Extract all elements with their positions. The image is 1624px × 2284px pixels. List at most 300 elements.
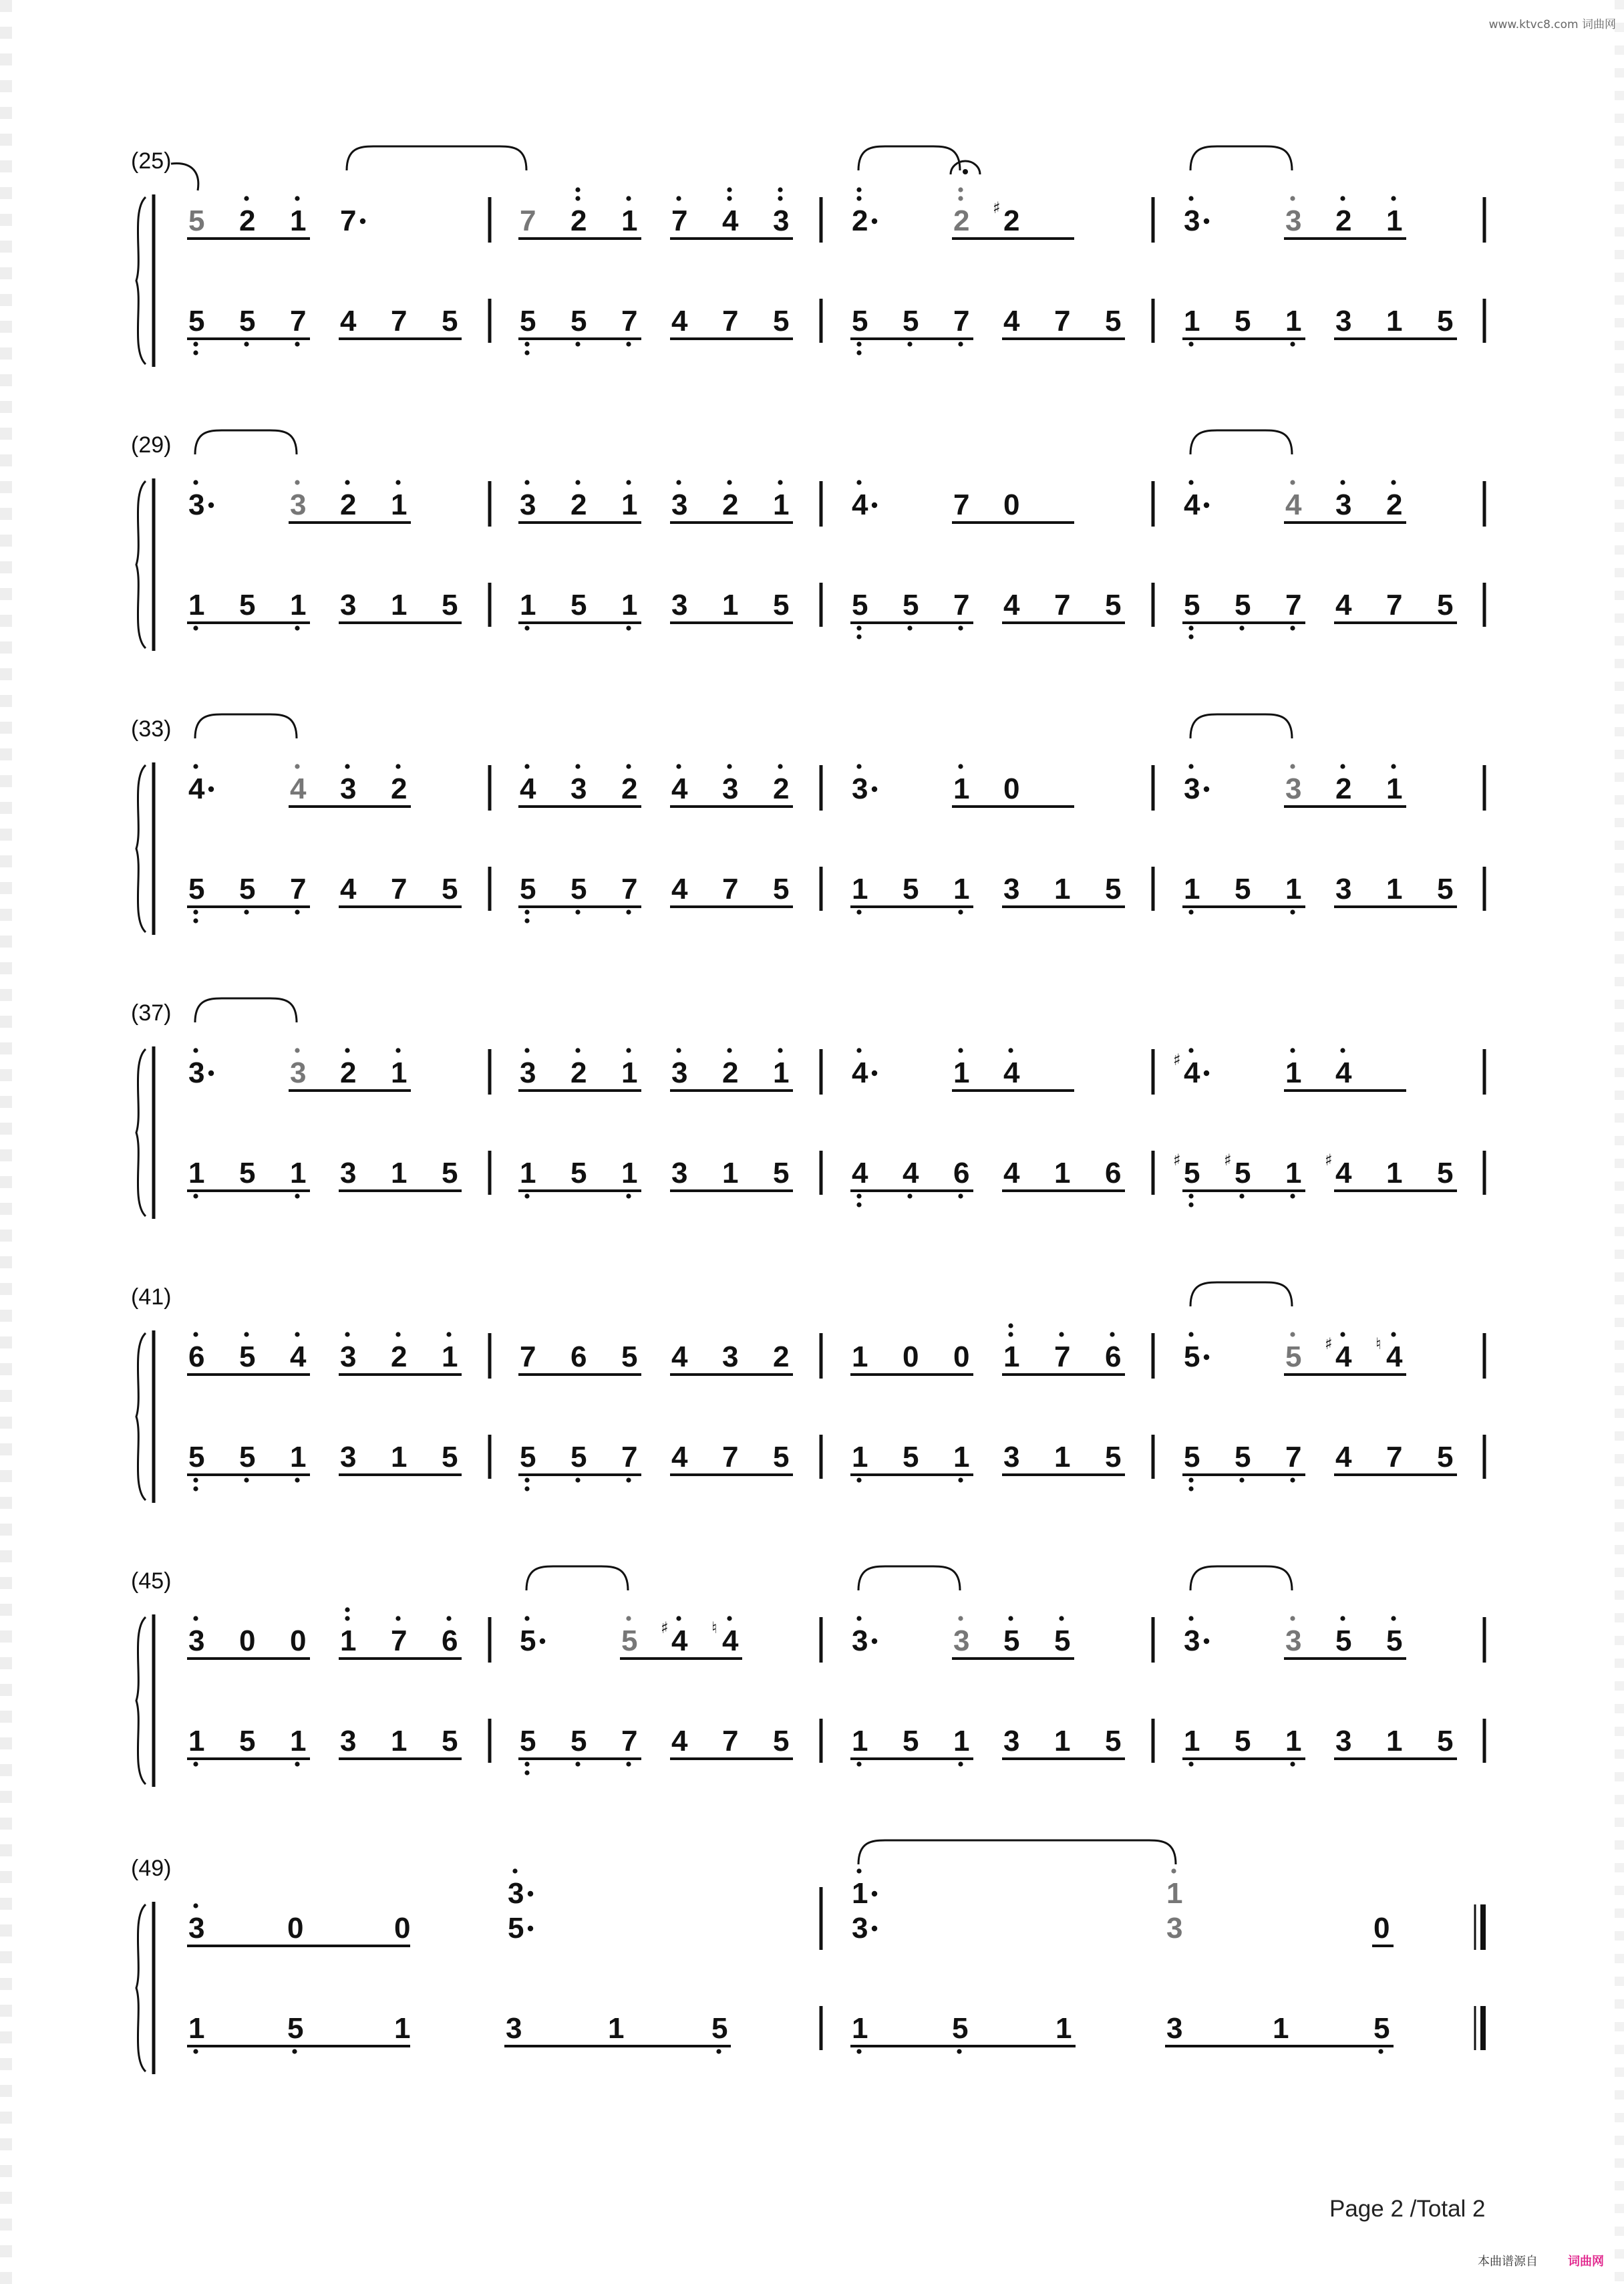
note-octave-dot bbox=[626, 764, 631, 768]
bass-octave-dot bbox=[193, 918, 198, 923]
bass-note-digit: 1 bbox=[1054, 1725, 1071, 1757]
augmentation-dot bbox=[872, 1638, 877, 1644]
bass-octave-dot bbox=[524, 350, 529, 355]
note-digit: 4 bbox=[1285, 488, 1302, 521]
note-digit: 0 bbox=[1003, 488, 1020, 521]
bass-note-digit: 5 bbox=[239, 305, 256, 337]
note-octave-dot bbox=[778, 480, 782, 484]
bass-note-digit: 5 bbox=[571, 305, 587, 337]
note-octave-dot bbox=[295, 480, 299, 484]
note-digit: 2 bbox=[571, 488, 587, 521]
bass-note-digit: 1 bbox=[953, 1441, 970, 1473]
note-digit: 4 bbox=[1003, 1056, 1020, 1089]
bass-note-digit: 3 bbox=[1335, 305, 1352, 337]
bass-note-digit: 1 bbox=[852, 1725, 868, 1757]
note-octave-dot bbox=[193, 1616, 198, 1620]
note-digit: 2 bbox=[571, 204, 587, 237]
bass-note-digit: 3 bbox=[340, 589, 357, 621]
note-digit: 5 bbox=[621, 1340, 638, 1373]
note-digit: 2 bbox=[722, 488, 739, 521]
note-digit: 3 bbox=[290, 1056, 307, 1089]
note-octave-dot bbox=[778, 187, 782, 192]
note-digit: 1 bbox=[621, 488, 638, 521]
bass-note-digit: 5 bbox=[442, 1441, 458, 1473]
bass-note-digit: 3 bbox=[671, 589, 688, 621]
bass-octave-dot bbox=[856, 909, 861, 914]
bass-octave-dot bbox=[524, 341, 529, 346]
augmentation-dot bbox=[208, 787, 214, 792]
bass-note-digit: 5 bbox=[442, 305, 458, 337]
note-digit: 6 bbox=[442, 1624, 458, 1657]
bass-note-digit: 7 bbox=[621, 305, 638, 337]
bass-note-digit: 4 bbox=[340, 873, 357, 905]
system-measure-number: (33) bbox=[131, 716, 172, 742]
bass-octave-dot bbox=[295, 1761, 299, 1766]
system-measure-number: (45) bbox=[131, 1568, 172, 1594]
bass-note-digit: 1 bbox=[1285, 305, 1302, 337]
note-digit: 5 bbox=[520, 1624, 536, 1657]
bass-note-digit: 1 bbox=[1054, 873, 1071, 905]
bass-note-digit: 3 bbox=[340, 1157, 357, 1189]
augmentation-dot bbox=[208, 503, 214, 508]
note-octave-dot bbox=[295, 1332, 299, 1336]
bass-note-digit: 5 bbox=[1105, 1725, 1122, 1757]
note-octave-dot bbox=[1290, 764, 1295, 768]
note-octave-dot bbox=[626, 480, 631, 484]
bass-note-digit: 7 bbox=[722, 1441, 739, 1473]
note-digit: 4 bbox=[290, 1340, 307, 1373]
note-digit: 1 bbox=[621, 204, 638, 237]
bass-octave-dot bbox=[626, 625, 631, 630]
bass-octave-dot bbox=[1188, 625, 1193, 630]
bass-octave-dot bbox=[856, 2049, 861, 2053]
bass-note-digit: 5 bbox=[571, 873, 587, 905]
note-digit: 7 bbox=[520, 204, 536, 237]
slur bbox=[1190, 714, 1292, 738]
note-octave-dot bbox=[676, 1048, 681, 1052]
note-octave-dot bbox=[575, 480, 580, 484]
bass-octave-dot bbox=[244, 1477, 249, 1482]
bass-note-digit: 1 bbox=[1285, 873, 1302, 905]
bass-note-digit: 4 bbox=[1335, 1157, 1352, 1189]
bass-note-digit: 5 bbox=[520, 305, 536, 337]
bass-octave-dot bbox=[1188, 1477, 1193, 1482]
bass-octave-dot bbox=[1188, 1761, 1193, 1766]
note-octave-dot bbox=[958, 187, 963, 192]
bass-octave-dot bbox=[1239, 1477, 1244, 1482]
note-digit: 3 bbox=[852, 772, 868, 805]
bass-octave-dot bbox=[1290, 909, 1295, 914]
bass-octave-dot bbox=[1188, 341, 1193, 346]
note-octave-dot bbox=[524, 1616, 529, 1620]
note-digit: 1 bbox=[953, 1056, 970, 1089]
bass-note-digit: 1 bbox=[722, 589, 739, 621]
bass-note-digit: 5 bbox=[1235, 305, 1251, 337]
bass-note-digit: 5 bbox=[1235, 873, 1251, 905]
accidental-sign: ♯ bbox=[661, 1618, 669, 1637]
bass-octave-dot bbox=[626, 1477, 631, 1482]
note-digit: 4 bbox=[188, 772, 205, 805]
note-octave-dot bbox=[446, 1616, 451, 1620]
bass-note-digit: 4 bbox=[903, 1157, 919, 1189]
chord-note-bottom: 5 bbox=[508, 1912, 524, 1945]
note-octave-dot bbox=[1188, 1332, 1193, 1336]
augmentation-dot bbox=[872, 1926, 877, 1931]
bass-note-digit: 7 bbox=[1054, 589, 1071, 621]
bass-octave-dot bbox=[524, 1477, 529, 1482]
slur bbox=[1190, 146, 1292, 170]
bass-octave-dot bbox=[1188, 634, 1193, 639]
note-digit: 4 bbox=[1335, 1056, 1352, 1089]
bass-note-digit: 7 bbox=[1386, 589, 1403, 621]
augmentation-dot bbox=[540, 1638, 545, 1644]
system-measure-number: (25) bbox=[131, 148, 172, 174]
note-octave-dot bbox=[345, 1607, 349, 1612]
note-digit: 4 bbox=[722, 1624, 739, 1657]
augmentation-dot bbox=[1204, 1070, 1209, 1076]
grand-staff-brace bbox=[136, 1333, 146, 1500]
bass-octave-dot bbox=[193, 625, 198, 630]
note-octave-dot bbox=[345, 480, 349, 484]
bass-note-digit: 1 bbox=[852, 2012, 868, 2045]
system-measure-number: (49) bbox=[131, 1856, 172, 1881]
note-octave-dot bbox=[193, 480, 198, 484]
bass-note-digit: 1 bbox=[391, 1157, 408, 1189]
slur-continuation bbox=[171, 163, 198, 190]
bass-octave-dot bbox=[856, 634, 861, 639]
note-octave-dot bbox=[345, 764, 349, 768]
note-digit: 3 bbox=[188, 1912, 205, 1945]
augmentation-dot bbox=[872, 503, 877, 508]
note-digit: 0 bbox=[1003, 772, 1020, 805]
bass-octave-dot bbox=[575, 1761, 580, 1766]
bass-note-digit: 5 bbox=[239, 873, 256, 905]
bass-note-digit: 1 bbox=[188, 2012, 205, 2045]
note-octave-dot bbox=[676, 480, 681, 484]
note-digit: 3 bbox=[1285, 1624, 1302, 1657]
note-octave-dot bbox=[575, 187, 580, 192]
bass-note-digit: 1 bbox=[1054, 1441, 1071, 1473]
note-octave-dot bbox=[1059, 1616, 1064, 1620]
note-octave-dot bbox=[1008, 1332, 1013, 1336]
bass-octave-dot bbox=[1188, 1193, 1193, 1198]
accidental-sign: ♯ bbox=[993, 198, 1001, 217]
note-digit: 6 bbox=[188, 1340, 205, 1373]
bass-octave-dot bbox=[193, 1193, 198, 1198]
note-digit: 0 bbox=[239, 1624, 256, 1657]
watermark-source-text: 本曲谱源自 bbox=[1477, 2255, 1538, 2268]
accidental-sign: ♯ bbox=[1173, 1050, 1181, 1069]
bass-note-digit: 5 bbox=[852, 589, 868, 621]
accidental-sign: ♮ bbox=[1375, 1334, 1382, 1353]
bass-octave-dot bbox=[1290, 1761, 1295, 1766]
bass-note-digit: 4 bbox=[340, 305, 357, 337]
bass-octave-dot bbox=[575, 909, 580, 914]
bass-note-digit: 5 bbox=[1235, 1725, 1251, 1757]
note-octave-dot bbox=[193, 764, 198, 768]
slur bbox=[858, 146, 960, 170]
note-digit: 4 bbox=[852, 1056, 868, 1089]
slur bbox=[195, 998, 297, 1022]
note-octave-dot bbox=[1340, 1332, 1345, 1336]
bass-note-digit: 5 bbox=[903, 1441, 919, 1473]
augmentation-dot bbox=[360, 219, 365, 224]
note-octave-dot bbox=[1391, 480, 1396, 484]
note-digit: 3 bbox=[290, 488, 307, 521]
tied-note-top: 1 bbox=[1166, 1877, 1183, 1910]
bass-note-digit: 5 bbox=[239, 1725, 256, 1757]
augmentation-dot bbox=[1204, 219, 1209, 224]
bass-note-digit: 1 bbox=[1184, 305, 1200, 337]
bass-octave-dot bbox=[292, 2049, 297, 2053]
bass-octave-dot bbox=[958, 625, 963, 630]
note-digit: 2 bbox=[1003, 204, 1020, 237]
note-octave-dot bbox=[856, 764, 861, 768]
bass-octave-dot bbox=[1378, 2049, 1383, 2053]
note-octave-dot bbox=[395, 1616, 400, 1620]
system-measure-number: (37) bbox=[131, 1000, 172, 1026]
note-digit: 0 bbox=[953, 1340, 970, 1373]
bass-octave-dot bbox=[856, 1202, 861, 1207]
bass-note-digit: 5 bbox=[773, 1725, 790, 1757]
bass-note-digit: 3 bbox=[1335, 873, 1352, 905]
note-digit: 1 bbox=[852, 1340, 868, 1373]
augmentation-dot bbox=[872, 1891, 877, 1896]
bass-note-digit: 5 bbox=[188, 873, 205, 905]
bass-octave-dot bbox=[856, 341, 861, 346]
bass-note-digit: 5 bbox=[1437, 1441, 1454, 1473]
bass-note-digit: 4 bbox=[1335, 1441, 1352, 1473]
bass-octave-dot bbox=[524, 625, 529, 630]
note-digit: 7 bbox=[671, 204, 688, 237]
bass-note-digit: 4 bbox=[1003, 589, 1020, 621]
bass-note-digit: 5 bbox=[239, 589, 256, 621]
note-octave-dot bbox=[575, 764, 580, 768]
note-digit: 4 bbox=[1386, 1340, 1403, 1373]
bass-octave-dot bbox=[193, 1477, 198, 1482]
bass-note-digit: 1 bbox=[1184, 873, 1200, 905]
bass-note-digit: 5 bbox=[1235, 1157, 1251, 1189]
bass-note-digit: 1 bbox=[188, 1725, 205, 1757]
chord-octave-dot bbox=[856, 1868, 861, 1873]
note-octave-dot bbox=[727, 1048, 732, 1052]
augmentation-dot bbox=[1204, 787, 1209, 792]
note-digit: 3 bbox=[773, 204, 790, 237]
bass-octave-dot bbox=[524, 1486, 529, 1491]
note-digit: 5 bbox=[188, 204, 205, 237]
bass-note-digit: 7 bbox=[722, 1725, 739, 1757]
bass-note-digit: 7 bbox=[1386, 1441, 1403, 1473]
bass-note-digit: 1 bbox=[1273, 2012, 1289, 2045]
bass-note-digit: 5 bbox=[773, 305, 790, 337]
note-octave-dot bbox=[727, 196, 732, 200]
bass-note-digit: 5 bbox=[1437, 1725, 1454, 1757]
bass-octave-dot bbox=[524, 1761, 529, 1766]
note-octave-dot bbox=[778, 764, 782, 768]
bass-note-digit: 7 bbox=[722, 305, 739, 337]
accidental-sign: ♯ bbox=[1173, 1151, 1181, 1169]
note-octave-dot bbox=[1391, 764, 1396, 768]
note-octave-dot bbox=[727, 187, 732, 192]
bass-octave-dot bbox=[193, 1761, 198, 1766]
note-digit: 3 bbox=[1335, 488, 1352, 521]
bass-octave-dot bbox=[575, 1477, 580, 1482]
note-octave-dot bbox=[1188, 1616, 1193, 1620]
augmentation-dot bbox=[528, 1891, 533, 1896]
bass-note-digit: 6 bbox=[1105, 1157, 1122, 1189]
note-digit: 1 bbox=[773, 1056, 790, 1089]
note-octave-dot bbox=[1290, 480, 1295, 484]
bass-note-digit: 7 bbox=[1285, 1441, 1302, 1473]
note-digit: 1 bbox=[621, 1056, 638, 1089]
note-octave-dot bbox=[856, 187, 861, 192]
bass-note-digit: 1 bbox=[852, 873, 868, 905]
note-octave-dot bbox=[1188, 1048, 1193, 1052]
note-octave-dot bbox=[1008, 1616, 1013, 1620]
bass-octave-dot bbox=[295, 341, 299, 346]
note-octave-dot bbox=[676, 1616, 681, 1620]
note-digit: 2 bbox=[340, 1056, 357, 1089]
accidental-sign: ♯ bbox=[1224, 1151, 1232, 1169]
bass-octave-dot bbox=[575, 341, 580, 346]
grand-staff-brace bbox=[136, 765, 146, 932]
note-octave-dot bbox=[345, 1616, 349, 1620]
note-octave-dot bbox=[575, 1048, 580, 1052]
note-octave-dot bbox=[958, 764, 963, 768]
augmentation-dot bbox=[872, 219, 877, 224]
note-octave-dot bbox=[958, 196, 963, 200]
bass-octave-dot bbox=[1239, 1193, 1244, 1198]
bass-note-digit: 5 bbox=[1235, 589, 1251, 621]
note-digit: 7 bbox=[391, 1624, 408, 1657]
note-octave-dot bbox=[676, 764, 681, 768]
bass-octave-dot bbox=[907, 625, 912, 630]
bass-octave-dot bbox=[716, 2049, 721, 2053]
bass-note-digit: 7 bbox=[1054, 305, 1071, 337]
tied-octave-dot bbox=[1171, 1868, 1176, 1873]
bass-note-digit: 5 bbox=[903, 305, 919, 337]
note-digit: 3 bbox=[722, 1340, 739, 1373]
bass-octave-dot bbox=[958, 1193, 963, 1198]
note-octave-dot bbox=[1391, 1616, 1396, 1620]
bass-note-digit: 4 bbox=[671, 873, 688, 905]
bass-note-digit: 4 bbox=[1003, 305, 1020, 337]
bass-octave-dot bbox=[524, 1193, 529, 1198]
note-digit: 2 bbox=[391, 1340, 408, 1373]
slur bbox=[195, 714, 297, 738]
bass-octave-dot bbox=[1290, 1193, 1295, 1198]
note-octave-dot bbox=[446, 1332, 451, 1336]
note-digit: 1 bbox=[391, 1056, 408, 1089]
note-octave-dot bbox=[1188, 480, 1193, 484]
bass-note-digit: 5 bbox=[571, 1725, 587, 1757]
note-octave-dot bbox=[856, 1616, 861, 1620]
bass-octave-dot bbox=[958, 1477, 963, 1482]
bass-note-digit: 1 bbox=[290, 1157, 307, 1189]
bass-note-digit: 7 bbox=[621, 873, 638, 905]
note-octave-dot bbox=[524, 1048, 529, 1052]
bass-note-digit: 4 bbox=[1335, 589, 1352, 621]
bass-note-digit: 1 bbox=[953, 873, 970, 905]
bass-note-digit: 5 bbox=[1437, 589, 1454, 621]
note-digit: 2 bbox=[239, 204, 256, 237]
bass-note-digit: 5 bbox=[1105, 305, 1122, 337]
note-digit: 5 bbox=[1285, 1340, 1302, 1373]
bass-note-digit: 5 bbox=[1105, 873, 1122, 905]
bass-note-digit: 5 bbox=[1437, 873, 1454, 905]
note-octave-dot bbox=[1110, 1332, 1114, 1336]
bass-note-digit: 7 bbox=[953, 589, 970, 621]
note-octave-dot bbox=[1188, 764, 1193, 768]
bass-note-digit: 5 bbox=[773, 873, 790, 905]
bass-note-digit: 5 bbox=[773, 1157, 790, 1189]
bass-octave-dot bbox=[244, 909, 249, 914]
note-octave-dot bbox=[244, 1332, 249, 1336]
bass-note-digit: 6 bbox=[953, 1157, 970, 1189]
bass-octave-dot bbox=[856, 1761, 861, 1766]
note-octave-dot bbox=[524, 764, 529, 768]
note-digit: 6 bbox=[571, 1340, 587, 1373]
bass-note-digit: 1 bbox=[608, 2012, 625, 2045]
bass-octave-dot bbox=[856, 1193, 861, 1198]
system-measure-number: (29) bbox=[131, 432, 172, 458]
note-digit: 4 bbox=[852, 488, 868, 521]
note-octave-dot bbox=[575, 196, 580, 200]
bass-note-digit: 1 bbox=[391, 1441, 408, 1473]
bass-note-digit: 5 bbox=[442, 1725, 458, 1757]
augmentation-dot bbox=[1204, 503, 1209, 508]
note-octave-dot bbox=[295, 764, 299, 768]
note-octave-dot bbox=[345, 1048, 349, 1052]
bass-octave-dot bbox=[626, 909, 631, 914]
bass-octave-dot bbox=[193, 2049, 198, 2053]
note-octave-dot bbox=[958, 1616, 963, 1620]
augmentation-dot bbox=[208, 1070, 214, 1076]
note-digit: 2 bbox=[1386, 488, 1403, 521]
page-footer: Page 2 /Total 2 bbox=[1329, 2196, 1486, 2222]
note-digit: 3 bbox=[1184, 1624, 1200, 1657]
note-octave-dot bbox=[1290, 196, 1295, 200]
bass-octave-dot bbox=[193, 1486, 198, 1491]
bass-note-digit: 3 bbox=[1003, 873, 1020, 905]
augmentation-dot bbox=[872, 787, 877, 792]
bass-octave-dot bbox=[193, 909, 198, 914]
augmentation-dot bbox=[1204, 1354, 1209, 1360]
note-digit: 7 bbox=[953, 488, 970, 521]
bass-note-digit: 7 bbox=[391, 873, 408, 905]
bass-note-digit: 1 bbox=[621, 589, 638, 621]
bass-octave-dot bbox=[626, 341, 631, 346]
bass-note-digit: 5 bbox=[1184, 589, 1200, 621]
bass-octave-dot bbox=[295, 625, 299, 630]
bass-octave-dot bbox=[958, 909, 963, 914]
note-octave-dot bbox=[626, 196, 631, 200]
note-octave-dot bbox=[1340, 1048, 1345, 1052]
note-digit: 7 bbox=[1054, 1340, 1071, 1373]
fermata-dot bbox=[963, 169, 968, 174]
note-octave-dot bbox=[524, 480, 529, 484]
system-measure-number: (41) bbox=[131, 1284, 172, 1310]
note-digit: 4 bbox=[722, 204, 739, 237]
bass-octave-dot bbox=[856, 1477, 861, 1482]
note-digit: 4 bbox=[671, 1624, 688, 1657]
note-digit: 1 bbox=[1003, 1340, 1020, 1373]
note-digit: 2 bbox=[391, 772, 408, 805]
note-octave-dot bbox=[395, 1332, 400, 1336]
note-digit: 3 bbox=[953, 1624, 970, 1657]
bass-note-digit: 4 bbox=[671, 1725, 688, 1757]
grand-staff-brace bbox=[136, 1904, 146, 2072]
